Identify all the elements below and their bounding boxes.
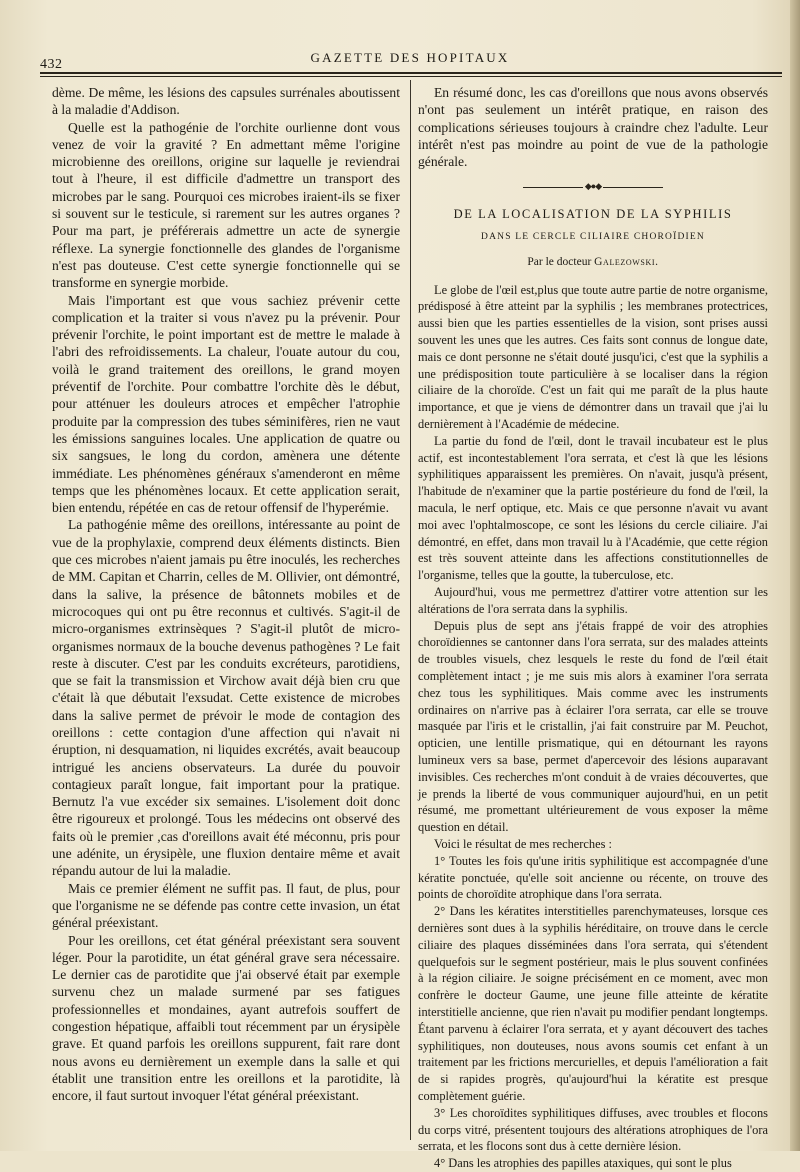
paragraph: dème. De même, les lésions des capsules surrénales aboutissent à la maladie d'Addison.: [52, 85, 400, 118]
right-column: [418, 84, 768, 1172]
page-number: 432: [40, 57, 63, 72]
article-author: [418, 254, 768, 271]
paragraph: Mais l'important est que vous sachiez prévenir cette complication et la traiter si vous n'avez pu la prévenir. Pour prévenir l'orchite, le point important est de mettre le malade à l'abri des refroidissements. La chaleur, l'ouate autour du cou, voilà le grand traitement des oreillons, le grand moyen préventif de l'orchite. Pour combattre l'orchite dès le début, pour atténuer les douleurs atroces et empêcher l'atrophie produite par la compression des tubes séminifères, rien ne vaut les émissions sanguines locales. Une application de quatre ou six sangsues, le long du cordon, amènera une détente immédiate. Les phénomènes généraux s'amenderont en même temps que les phénomènes locaux. Et cette application serait, bien entendu, répétée en cas de retour offensif de l'hyperémie.: [52, 292, 400, 516]
intro-paragraph: En résumé donc, les cas d'oreillons que nous avons observés n'ont pas seulement un intérêt pratique, en raison des complications sérieuses toujours à craindre chez l'adulte. Leur intérêt n'est pas moindre au point de vue de la pathologie générale.: [418, 85, 768, 170]
author-prefix: Par le docteur: [527, 256, 592, 269]
left-column: [52, 84, 400, 1105]
paragraph: Voici le résultat de mes recherches :: [434, 836, 612, 851]
paragraph: Quelle est la pathogénie de l'orchite ourlienne dont vous venez de voir la gravité ? En admettant même l'origine microbienne des oreillons, origine sur laquelle je reviendrai tout à l'heure, il est difficile d'admettre un transport des microbes par le sang. Pourquoi ces microbes iraient-ils se fixer si souvent sur le testicule, si rarement sur les autres organes ? Pour ma part, je préférerais admettre un acte de synergie réflexe. La synergie fonctionnelle des glandes de l'organisme n'est pas douteuse. C'est cette synergie fonctionnelle qui se transforme en synergie morbide.: [52, 119, 400, 291]
header-rule-thin: [40, 76, 782, 77]
page-edge-shadow: [790, 0, 800, 1151]
article-title: DE LA LOCALISATION DE LA SYPHILIS: [453, 206, 733, 221]
running-title: GAZETTE DES HOPITAUX: [310, 50, 510, 65]
paragraph: La pathogénie même des oreillons, intéressante au point de vue de la prophylaxie, comprend deux éléments distincts. Bien que ces microbes n'aient jamais pu être inoculés, les recherches de MM. Capitan et Charrin, celles de M. Ollivier, ont démontré, dans la salive, la présence de bâtonnets mobiles et de microcoques qui ont pu être reconnus et cultivés. S'agit-il de micro-organismes extrinsèques ? S'agit-il plutôt de micro-organismes normaux de la bouche devenus pathogènes ? Le fait reste à discuter. C'est par les conduits excréteurs, parotidiens, que se fait la transmission et Virchow avait déjà bien cru que c'était là que débutait l'exsudat. Cette existence de microbes dans la salive permet de prévoir le mode de contagion des oreillons : cette contagion d'une affection qui n'avait ni éruption, ni desquamation, ni liquides excrétés, avait beaucoup intrigué les anciens observateurs. La durée du pouvoir contagieux paraît longue, fait important pour la pratique. Bernutz l'a vue excéder six semaines. L'isolement doit donc être rigoureux et prolongé. Tous les médecins ont observé des faits où le premier ,cas d'oreillons avait été méconnu, pris pour une adénite, un érysipèle, une fluxion dentaire même et avait répandu autour de lui la maladie.: [52, 517, 400, 879]
list-item: 4° Dans les atrophies des papilles ataxiques, qui sont le plus: [434, 1156, 732, 1171]
list-item: 2° Dans les kératites interstitielles parenchymateuses, lorsque ces dernières sont dues à la syphilis héréditaire, on trouve dans le cercle ciliaire des plaques disséminées dans l'ora serrata, qui s'étendent quelquefois sur le segment postérieur, mais le plus souvent confinées à la région ciliaire. Je soigne précisément en ce moment, avec mon confrère le docteur Gaume, une jeune fille atteinte de kératite interstitielle ancienne, que rien n'avait pu modifier pendant longtemps. Étant parvenu à éclairer l'ora serrata, et y ayant découvert des taches syphilitiques, non douteuses, nous avons soumis cet enfant à un traitement par les frictions mercurielles, et depuis l'amélioration a fait de si rapides progrès, qu'aujourd'hui la kératite est presque complètement guérie.: [418, 904, 768, 1103]
article-body: [418, 282, 768, 1172]
paragraph: Depuis plus de sept ans j'étais frappé de voir des atrophies choroïdiennes se cantonner dans l'ora serrata, sur des malades atteints de troubles visuels, chez lesquels le reste du fond de l'œil était complètement intact ; je me suis mis alors à examiner l'ora serrata chez tous les syphilitiques. Mais comme avec les instruments ordinaires on n'arrive pas à éclairer l'ora serrata, car elle se trouve masquée par l'iris et le cristallin, j'ai fait construire par M. Peuchot, opticien, une lentille prismatique, qui en détournant les rayons lumineux vers sa base, permet d'apercevoir des lésions auparavant invisibles. Ces recherches m'ont conduit à de vraies découvertes, que je prends la liberté de vous communiquer aujourd'hui, en un petit résumé, me promettant ultérieurement de vous exposer la même question en détail.: [418, 618, 768, 835]
paragraph: Le globe de l'œil est,plus que toute autre partie de notre organisme, prédisposé à être atteint par la syphilis ; les membranes protectrices, aussi bien que les parties essentielles de la vision, sont prises aussi souvent les unes que les autres. Ces faits sont connus de longue date, mais ce dont personne ne s'était douté jusqu'ici, c'est que la syphilis a une prédisposition toute particulière à se localiser dans la région ciliaire de la choroïde. C'est un fait qui me paraît de la plus haute importance, et que je viens de démontrer dans un travail que j'ai lu dernièrement à l'Académie de médecine.: [418, 282, 768, 432]
section-separator: ◆●◆: [418, 178, 768, 195]
header-rule-thick: [40, 72, 782, 74]
paragraph: Pour les oreillons, cet état général préexistant sera souvent léger. Pour la parotidite, un état général grave sera nécessaire. Le dernier cas de parotidite que j'ai observé était par exemple survenu chez un malade surmené par ses fatigues professionnelles et mondaines, ayant autrefois souffert de congestion hépatique, affaibli tout récemment par un érysipèle grave. Et quand parfois les oreillons suppurent, fait rare dont nous avons eu dernièrement un exemple dans la salle et qui établit une transition entre les oreillons et la parotidite, là encore, il faut surtout invoquer l'état général préexistant.: [52, 932, 400, 1104]
page-header: [40, 50, 780, 72]
column-divider: [410, 80, 411, 1140]
list-item: 1° Toutes les fois qu'une iritis syphilitique est accompagnée d'une kératite ponctuée, qu'elle soit ancienne ou récente, on trouve des points de choroïdite atrophique dans l'ora serrata.: [418, 853, 768, 902]
author-name: Galezowski.: [594, 256, 659, 269]
paragraph: Mais ce premier élément ne suffit pas. Il faut, de plus, pour que l'organisme ne se défende pas contre cette invasion, un état général préexistant.: [52, 880, 400, 931]
paragraph: Aujourd'hui, vous me permettrez d'attirer votre attention sur les altérations de l'ora serrata dans la syphilis.: [418, 585, 768, 616]
list-item: 3° Les choroïdites syphilitiques diffuses, avec troubles et flocons du corps vitré, présentent toujours des altérations atrophiques de l'ora serrata, et les flocons sont dus à cette dernière lésion.: [418, 1105, 768, 1154]
paragraph: La partie du fond de l'œil, dont le travail incubateur est le plus actif, est incontestablement l'ora serrata, et c'est là que les lésions syphilitiques apparaissent les premières. On n'avait, jusqu'à présent, l'habitude de n'examiner que la partie postérieure du fond de l'œil, la macula, le nerf optique, etc. Mais ce que personne n'avait vu avant moi avec l'ophtalmoscope, ce sont les lésions du cercle ciliaire. J'ai démontré, en effet, dans mon travail lu à l'Académie, que cette région est très souvent atteinte dans les affections constitutionnelles de l'organisme, telles que la goutte, la tuberculose, etc.: [418, 433, 768, 583]
article-subtitle: DANS LE CERCLE CILIAIRE CHOROÏDIEN: [481, 232, 705, 243]
